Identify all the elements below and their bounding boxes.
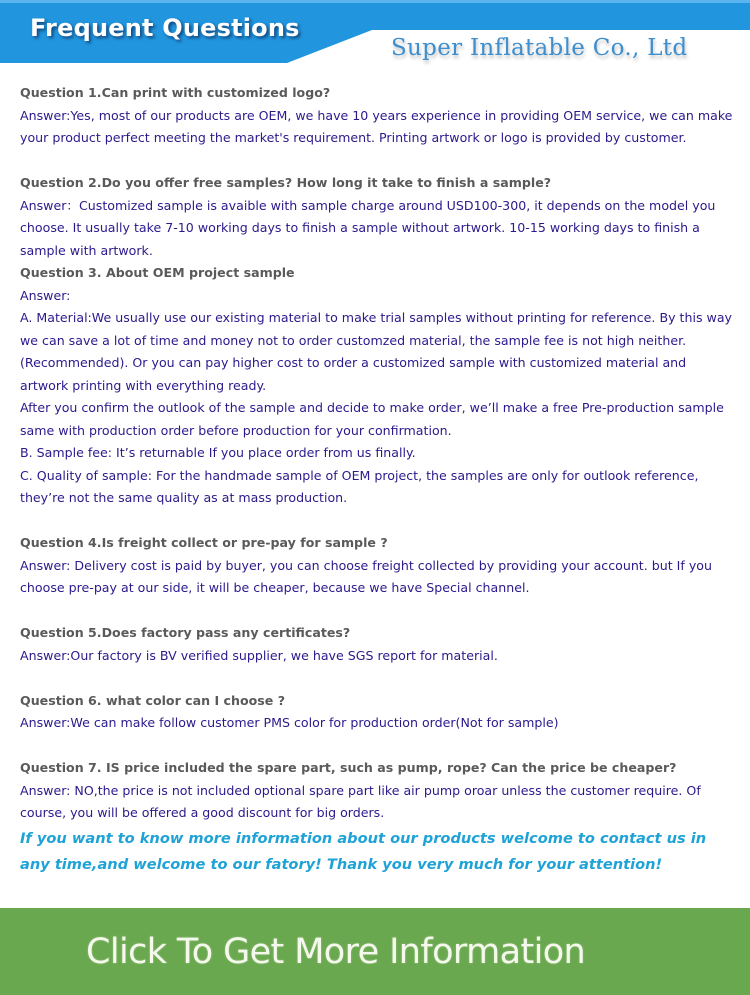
spacer: [20, 667, 735, 690]
faq-answer-label: Answer:: [20, 287, 71, 303]
more-info-button[interactable]: [0, 908, 750, 995]
faq-item-3: [20, 262, 735, 510]
faq-answer-sample-fee: B. Sample fee: It’s returnable If you place order from us finally.: [20, 445, 416, 460]
faq-answer-material: A. Material:We usually use our existing material to make trial samples without printing for reference. By this way we can save a lot of time and money not to order customzed material, the sample fee is not high neither. (Recommended). Or you can pay higher cost to order a customized sample with customized material and artwork printing with everything ready.: [20, 310, 732, 393]
spacer: [20, 600, 735, 623]
faq-question: Question 1.Can print with customized logo?: [20, 85, 331, 100]
faq-item-7: [20, 757, 735, 825]
more-info-label[interactable]: Click To Get More Information: [86, 931, 586, 972]
spacer: [20, 150, 735, 173]
faq-question: Question 6. what color can I choose ?: [20, 692, 286, 708]
faq-item-2: [20, 172, 735, 262]
faq-item-1: [20, 82, 735, 150]
faq-answer: Answer：Customized sample is avaible with sample charge around USD100-300, it depends on the model you choose. It usually take 7-10 working days to finish a sample without artwork. 10-15 working days to finish a sample with artwork.: [20, 197, 716, 258]
faq-item-6: [20, 690, 735, 735]
header-banner: [0, 0, 750, 70]
faq-answer: Answer:Yes, most of our products are OEM, we have 10 years experience in providing OEM service, we can make your product perfect meeting the market's requirement. Printing artwork or logo is provided by customer.: [20, 107, 733, 145]
faq-answer: Answer:We can make follow customer PMS color for production order(Not for sample): [20, 715, 559, 730]
faq-item-4: [20, 532, 735, 600]
page-title: Frequent Questions: [30, 14, 300, 42]
faq-question: Question 3. About OEM project sample: [20, 265, 295, 280]
faq-question: Question 7. IS price included the spare part, such as pump, rope? Can the price be cheaper?: [20, 760, 677, 775]
spacer: [20, 510, 735, 533]
faq-answer: Answer:Our factory is BV verified supplier, we have SGS report for material.: [20, 647, 498, 663]
faq-answer: Answer: NO,the price is not included optional spare part like air pump oroar unless the customer require. Of course, you will be offered a good discount for big orders.: [20, 782, 701, 820]
closing-message: If you want to know more information about our products welcome to contact us in any time,and welcome to our fatory! Thank you very much for your attention!: [20, 829, 707, 873]
faq-question: Question 5.Does factory pass any certificates?: [20, 625, 351, 640]
spacer: [20, 735, 735, 758]
faq-answer-quality: C. Quality of sample: For the handmade sample of OEM project, the samples are only for outlook reference, they’re not the same quality as at mass production.: [20, 467, 699, 505]
faq-answer: Answer: Delivery cost is paid by buyer, you can choose freight collected by providing your account. but If you choose pre-pay at our side, it will be cheaper, because we have Special channel.: [20, 557, 712, 595]
faq-question: Question 2.Do you offer free samples? How long it take to finish a sample?: [20, 175, 552, 190]
faq-answer-preproduction: After you confirm the outlook of the sample and decide to make order, we’ll make a free Pre-production sample same with production order before production for your confirmation.: [20, 400, 724, 438]
faq-list: [20, 82, 735, 879]
faq-question: Question 4.Is freight collect or pre-pay for sample ?: [20, 535, 388, 550]
company-name: Super Inflatable Co., Ltd: [391, 35, 688, 61]
faq-item-5: [20, 622, 735, 667]
